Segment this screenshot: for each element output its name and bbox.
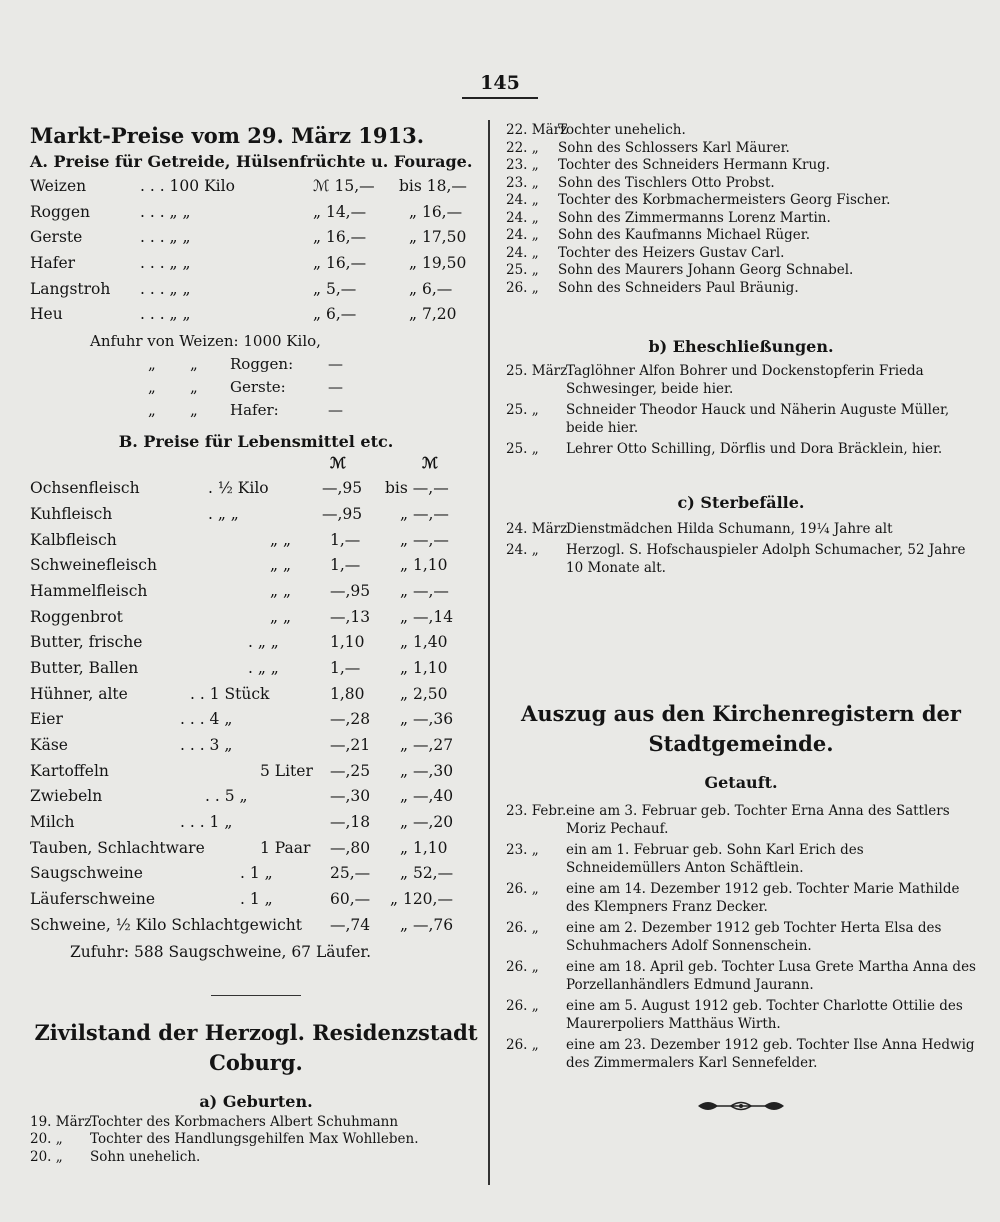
entry-text: eine am 2. Dezember 1912 geb Tochter Herta Elsa des Schuhmachers Adolf Sonnenschein. — [566, 920, 942, 954]
list-item — [506, 192, 976, 210]
left-column — [30, 122, 482, 1166]
deaths-list — [506, 521, 976, 578]
item-name: Kartoffeln — [30, 761, 109, 780]
price-to: „ 1,10 — [400, 556, 448, 575]
list-item — [506, 920, 976, 955]
item-name: Saugschweine — [30, 864, 143, 883]
ditto-mark: „ — [190, 401, 198, 420]
item-name: Schweine, ½ Kilo Schlachtgewicht — [30, 915, 302, 934]
church-title-line1: Auszug aus den Kirchenregistern der — [521, 701, 961, 726]
supply-title-text: Anfuhr von Weizen: 1000 Kilo, — [90, 332, 321, 351]
list-item — [506, 280, 976, 298]
entry-date: 22. März — [506, 122, 568, 138]
price-from: 1,— — [330, 530, 361, 549]
list-item — [30, 1114, 482, 1132]
marriages-title: b) Eheschließungen. — [648, 337, 834, 356]
list-item — [506, 175, 976, 193]
item-quantity: . . . 3 „ — [180, 736, 233, 754]
price-to: „ 7,20 — [409, 305, 457, 324]
item-name: Kuhfleisch — [30, 504, 113, 523]
table-row — [30, 682, 482, 708]
entry-date: 24. „ — [506, 227, 539, 243]
price-from: —,80 — [330, 838, 371, 857]
list-item — [506, 245, 976, 263]
item-name: Gerste — [30, 228, 83, 247]
supply-row — [30, 353, 482, 376]
marriages-list — [506, 363, 976, 459]
price-to: „ —,20 — [400, 813, 454, 832]
price-to: „ 19,50 — [409, 254, 467, 273]
list-item — [506, 363, 976, 398]
item-name: Läuferschweine — [30, 890, 156, 909]
table-row — [30, 225, 482, 251]
entry-date: 24. März — [506, 520, 568, 537]
entry-text: Tochter des Heizers Gustav Carl. — [558, 244, 785, 261]
entry-text: eine am 3. Februar geb. Tochter Erna Anna des Sattlers Moriz Pechauf. — [566, 803, 950, 837]
list-item — [506, 262, 976, 280]
table-row — [30, 476, 482, 502]
price-to: „ —,40 — [400, 787, 454, 806]
item-name: Ochsenfleisch — [30, 479, 140, 498]
price-from: „ 5,— — [313, 279, 357, 298]
supply-value: — — [328, 401, 343, 420]
currency-symbol: ℳ — [330, 454, 347, 473]
item-name: Eier — [30, 710, 63, 729]
list-item — [506, 441, 976, 459]
currency-header — [30, 454, 482, 476]
table-row — [30, 784, 482, 810]
entry-date: 20. „ — [30, 1131, 63, 1147]
supply-label: Roggen: — [230, 355, 294, 374]
item-quantity: . . 1 Stück — [190, 684, 270, 703]
item-quantity: „ „ — [270, 607, 291, 626]
list-item — [506, 521, 976, 539]
item-name: Hafer — [30, 254, 76, 273]
supply-value: — — [328, 378, 343, 397]
entry-date: 19. März — [30, 1113, 92, 1130]
price-to: „ —,— — [400, 504, 449, 523]
price-from: 1,— — [330, 658, 361, 677]
item-quantity: . 1 „ — [240, 890, 273, 909]
item-quantity: „ „ — [270, 581, 291, 600]
ditto-mark: „ — [190, 378, 198, 397]
market-prices-title: Markt-Preise vom 29. März 1913. — [30, 123, 425, 148]
entry-text: Tochter des Handlungsgehilfen Max Wohlleben. — [90, 1131, 419, 1147]
supply-row — [30, 399, 482, 422]
entry-text: Taglöhner Alfon Bohrer und Dockenstopferin Frieda Schwesinger, beide hier. — [566, 363, 924, 397]
item-name: Langstroh — [30, 279, 111, 298]
entry-date: 24. „ — [506, 209, 539, 226]
entry-text: eine am 5. August 1912 geb. Tochter Charlotte Ottilie des Maurerpoliers Matthäus Wirth. — [566, 998, 963, 1032]
currency-symbol: ℳ — [422, 454, 439, 473]
price-from: —,95 — [322, 479, 363, 498]
item-quantity: „ „ — [270, 530, 291, 549]
entry-text: Tochter unehelich. — [558, 122, 686, 138]
list-item — [30, 1131, 482, 1149]
table-row — [30, 528, 482, 554]
price-to: „ 1,40 — [400, 633, 448, 652]
births-title: a) Geburten. — [199, 1091, 313, 1111]
entry-text: eine am 23. Dezember 1912 geb. Tochter Ilse Anna Hedwig des Zimmermalers Karl Sennefelder. — [566, 1037, 975, 1071]
table-row — [30, 656, 482, 682]
section-separator — [211, 995, 301, 996]
price-from: 1,80 — [330, 684, 365, 703]
item-quantity: 5 Liter — [260, 761, 313, 780]
entry-text: eine am 18. April geb. Tochter Lusa Grete Martha Anna des Porzellanhändlers Edmund Jaurann. — [566, 959, 976, 993]
ditto-mark: „ — [148, 355, 156, 374]
price-from: —,21 — [330, 736, 371, 754]
entry-text: Dienstmädchen Hilda Schumann, 19¼ Jahre alt — [566, 520, 893, 537]
entry-text: Sohn des Schneiders Paul Bräunig. — [558, 279, 799, 296]
price-from: —,95 — [330, 581, 371, 600]
entry-text: Sohn des Schlossers Karl Mäurer. — [558, 139, 790, 156]
item-quantity: . 1 „ — [240, 864, 273, 883]
entry-date: 23. „ — [506, 174, 539, 191]
table-row — [30, 887, 482, 913]
price-to: „ 52,— — [400, 864, 454, 883]
item-quantity: . „ „ — [208, 504, 239, 523]
price-from: „ 16,— — [313, 228, 367, 247]
price-to: bis 18,— — [399, 177, 467, 195]
table-row — [30, 174, 482, 200]
item-name: Milch — [30, 813, 75, 832]
price-from: —,30 — [330, 787, 371, 806]
price-from: —,25 — [330, 761, 371, 780]
price-from: „ 16,— — [313, 254, 367, 273]
item-quantity: . . 5 „ — [205, 787, 248, 806]
list-item — [30, 1149, 482, 1167]
entry-text: Sohn des Maurers Johann Georg Schnabel. — [558, 262, 854, 278]
entry-text: Tochter des Korbmachers Albert Schuhmann — [90, 1113, 399, 1130]
entry-date: 23. „ — [506, 842, 539, 858]
entry-text: Herzogl. S. Hofschauspieler Adolph Schumacher, 52 Jahre 10 Monate alt. — [566, 542, 966, 576]
entry-text: Lehrer Otto Schilling, Dörflis und Dora Bräcklein, hier. — [566, 441, 943, 457]
price-from: —,18 — [330, 813, 371, 832]
entry-date: 25. „ — [506, 262, 539, 278]
item-quantity: . . . „ „ — [140, 228, 191, 247]
entry-date: 25. März — [506, 363, 568, 379]
entry-date: 26. „ — [506, 959, 539, 975]
church-title-line2: Stadtgemeinde. — [648, 731, 834, 756]
entry-date: 23. Febr. — [506, 803, 567, 819]
item-name: Heu — [30, 305, 63, 324]
item-quantity: . „ „ — [248, 658, 279, 677]
entry-date: 24. „ — [506, 244, 539, 261]
price-to: „ —,14 — [400, 607, 454, 626]
entry-text: Tochter des Korbmachermeisters Georg Fischer. — [558, 192, 891, 208]
entry-date: 26. „ — [506, 881, 539, 897]
page-number: 145 — [480, 72, 520, 94]
price-from: 1,10 — [330, 633, 365, 652]
item-quantity: . . . 4 „ — [180, 710, 233, 729]
list-item — [506, 122, 976, 140]
item-quantity: 1 Paar — [260, 838, 311, 857]
price-to: „ —,36 — [400, 710, 454, 729]
price-from: „ 6,— — [313, 305, 357, 324]
births-list-right — [506, 122, 976, 297]
list-item — [506, 542, 976, 577]
page-number-rule — [462, 97, 538, 99]
entry-date: 25. „ — [506, 402, 539, 418]
supply-label: Hafer: — [230, 401, 279, 420]
price-to: „ 17,50 — [409, 228, 467, 247]
price-to: „ 120,— — [390, 890, 453, 909]
entry-date: 26. „ — [506, 920, 539, 936]
entry-text: Schneider Theodor Hauck und Näherin Auguste Müller, beide hier. — [566, 402, 950, 436]
price-to: „ —,— — [400, 581, 449, 600]
entry-date: 25. „ — [506, 441, 539, 457]
price-from: —,13 — [330, 607, 371, 626]
price-to: „ 2,50 — [400, 684, 448, 703]
grain-supply-block — [30, 330, 482, 422]
supply-title — [30, 330, 482, 353]
grain-price-table — [30, 174, 482, 328]
table-row — [30, 707, 482, 733]
food-section-title: B. Preise für Lebensmittel etc. — [118, 432, 394, 452]
entry-date: 22. „ — [506, 139, 539, 156]
table-row — [30, 579, 482, 605]
entry-text: Tochter des Schneiders Hermann Krug. — [558, 157, 831, 173]
supply-label: Gerste: — [230, 378, 286, 397]
item-quantity: . ½ Kilo — [208, 479, 269, 498]
item-quantity: . . . 100 Kilo — [140, 177, 235, 195]
item-quantity: . . . „ „ — [140, 279, 191, 298]
column-divider — [488, 120, 490, 1185]
table-row — [30, 733, 482, 759]
table-row — [30, 810, 482, 836]
list-item — [506, 803, 976, 838]
entry-date: 26. „ — [506, 998, 539, 1014]
price-from: —,74 — [330, 915, 371, 934]
item-quantity: „ „ — [270, 556, 291, 575]
entry-text: eine am 14. Dezember 1912 geb. Tochter Marie Mathilde des Klempners Franz Decker. — [566, 881, 960, 915]
item-name: Kalbfleisch — [30, 530, 117, 549]
list-item — [506, 881, 976, 916]
item-quantity: . „ „ — [248, 633, 279, 652]
right-column — [506, 122, 976, 1119]
table-row — [30, 630, 482, 656]
list-item — [506, 959, 976, 994]
supply-line: Zufuhr: 588 Saugschweine, 67 Läufer. — [70, 942, 372, 961]
list-item — [506, 1037, 976, 1072]
item-quantity: . . . „ „ — [140, 202, 191, 221]
price-from: —,28 — [330, 710, 371, 729]
price-from: 60,— — [330, 890, 371, 909]
price-from: 25,— — [330, 864, 371, 883]
item-name: Butter, frische — [30, 633, 143, 652]
table-row — [30, 759, 482, 785]
entry-date: 26. „ — [506, 279, 539, 296]
deaths-title: c) Sterbefälle. — [677, 492, 805, 512]
entry-date: 24. „ — [506, 542, 539, 558]
table-row — [30, 553, 482, 579]
item-name: Butter, Ballen — [30, 658, 139, 677]
baptized-title: Getauft. — [704, 773, 778, 792]
price-to: „ —,27 — [400, 736, 454, 754]
table-row — [30, 861, 482, 887]
supply-value: — — [328, 355, 343, 374]
list-item — [506, 210, 976, 228]
grain-section-title: A. Preise für Getreide, Hülsenfrüchte u. Fourage. — [30, 152, 473, 171]
table-row — [30, 277, 482, 303]
price-to: „ 16,— — [409, 202, 463, 221]
table-row — [30, 302, 482, 328]
price-from: —,95 — [322, 504, 363, 523]
entry-text: Sohn des Kaufmanns Michael Rüger. — [558, 227, 810, 243]
price-from: „ 14,— — [313, 202, 367, 221]
list-item — [506, 157, 976, 175]
list-item — [506, 842, 976, 877]
item-quantity: . . . „ „ — [140, 305, 191, 324]
item-name: Zwiebeln — [30, 787, 103, 806]
item-name: Weizen — [30, 177, 87, 195]
births-list-left — [30, 1114, 482, 1167]
item-name: Hühner, alte — [30, 684, 128, 703]
price-to: „ 1,10 — [400, 658, 448, 677]
price-to: bis —,— — [385, 479, 449, 498]
list-item — [506, 998, 976, 1033]
item-quantity: . . . „ „ — [140, 254, 191, 273]
ditto-mark: „ — [148, 378, 156, 397]
price-to: „ 1,10 — [400, 838, 448, 857]
entry-date: 20. „ — [30, 1148, 63, 1165]
price-to: „ —,76 — [400, 915, 454, 934]
item-name: Schweinefleisch — [30, 556, 157, 575]
table-row — [30, 836, 482, 862]
ornament-divider-icon — [506, 1098, 976, 1119]
list-item — [506, 140, 976, 158]
table-row — [30, 502, 482, 528]
supply-row — [30, 376, 482, 399]
table-row — [30, 605, 482, 631]
entry-date: 24. „ — [506, 192, 539, 208]
civil-registry-title: Zivilstand der Herzogl. Residenzstadt Coburg. — [34, 1019, 478, 1075]
price-from: ℳ 15,— — [313, 177, 375, 195]
item-name: Tauben, Schlachtware — [30, 838, 205, 857]
entry-text: Sohn des Zimmermanns Lorenz Martin. — [558, 209, 831, 226]
entry-text: Sohn des Tischlers Otto Probst. — [558, 174, 775, 191]
item-name: Roggenbrot — [30, 607, 123, 626]
price-to: „ 6,— — [409, 279, 453, 298]
item-name: Roggen — [30, 202, 91, 221]
price-from: 1,— — [330, 556, 361, 575]
table-row — [30, 251, 482, 277]
item-name: Käse — [30, 736, 68, 754]
price-to: „ —,— — [400, 530, 449, 549]
church-register-title — [506, 699, 976, 759]
entry-date: 26. „ — [506, 1037, 539, 1053]
list-item — [506, 227, 976, 245]
price-to: „ —,30 — [400, 761, 454, 780]
item-quantity: . . . 1 „ — [180, 813, 233, 832]
list-item — [506, 402, 976, 437]
table-row — [30, 200, 482, 226]
ditto-mark: „ — [190, 355, 198, 374]
entry-text: ein am 1. Februar geb. Sohn Karl Erich des Schneidemüllers Anton Schäftlein. — [566, 842, 864, 876]
ditto-mark: „ — [148, 401, 156, 420]
food-price-table — [30, 476, 482, 938]
baptisms-list — [506, 803, 976, 1072]
entry-date: 23. „ — [506, 157, 539, 173]
table-row — [30, 913, 482, 939]
item-name: Hammelfleisch — [30, 581, 148, 600]
entry-text: Sohn unehelich. — [90, 1148, 201, 1165]
